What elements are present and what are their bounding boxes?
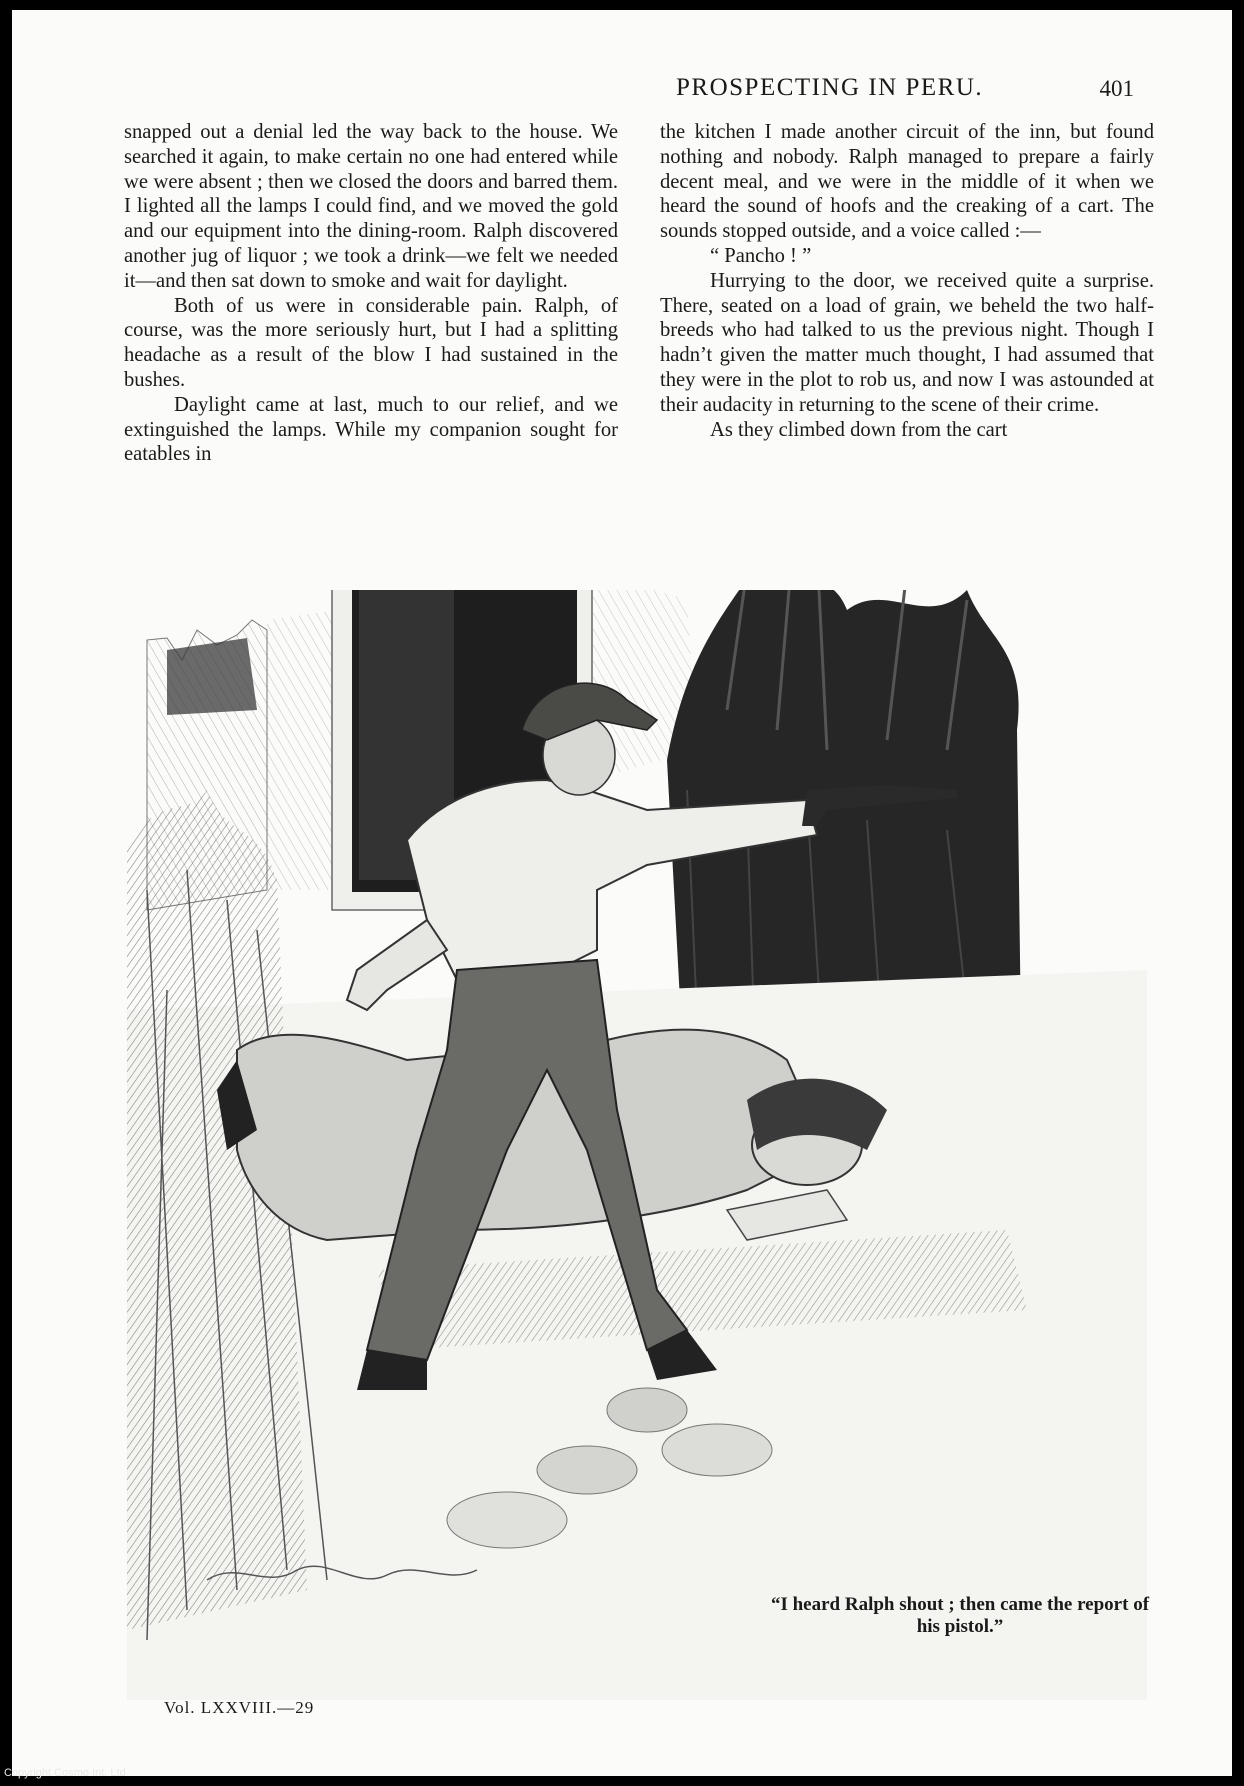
running-head-title: PROSPECTING IN PERU. [676, 74, 984, 101]
paragraph: Both of us were in considerable pain. Ralph, of course, was the more seriously hurt, but I had a splitting headache as a result of the blow I had sustained in the bushes. [124, 294, 618, 391]
magazine-page [12, 10, 1232, 1776]
paragraph: “ Pancho ! ” [710, 244, 812, 267]
paragraph: As they climbed down from the cart [710, 418, 1008, 441]
paragraph: the kitchen I made another circuit of the inn, but found nothing and nobody. Ralph managed to prepare a fairly decent meal, and we were in the middle of it when we heard the sound of hoofs and the creaking of a cart. The sounds stopped outside, and a voice called :— [660, 121, 1154, 243]
left-column [124, 120, 618, 467]
right-column [660, 120, 1154, 442]
page-number: 401 [1099, 76, 1134, 101]
illustration-caption: “I heard Ralph shout ; then came the report of his pistol.” [770, 1594, 1150, 1637]
paragraph: Daylight came at last, much to our relief, and we extinguished the lamps. While my companion sought for eatables in [124, 393, 618, 466]
running-head [672, 72, 1142, 112]
illustration [127, 590, 1147, 1700]
paragraph: snapped out a denial led the way back to the house. We searched it again, to make certain no one had entered while we were absent ; then we closed the doors and barred them. I lighted all the lamps I could find, and we moved the gold and our equipment into the dining-room. Ralph discovered another jug of liquor ; we took a drink—we felt we needed it—and then sat down to smoke and wait for daylight. [124, 121, 618, 292]
volume-footer: Vol. LXXVIII.—29 [164, 1698, 315, 1717]
copyright-notice: Copyright Cosmo Int. Ltd [4, 1767, 126, 1779]
paragraph: Hurrying to the door, we received quite a surprise. There, seated on a load of grain, we beheld the two half-breeds who had talked to us the previous night. Though I hadn’t given the matter much thought, I had assumed that they were in the plot to rob us, and now I was astounded at their audacity in returning to the scene of their crime. [660, 269, 1154, 416]
